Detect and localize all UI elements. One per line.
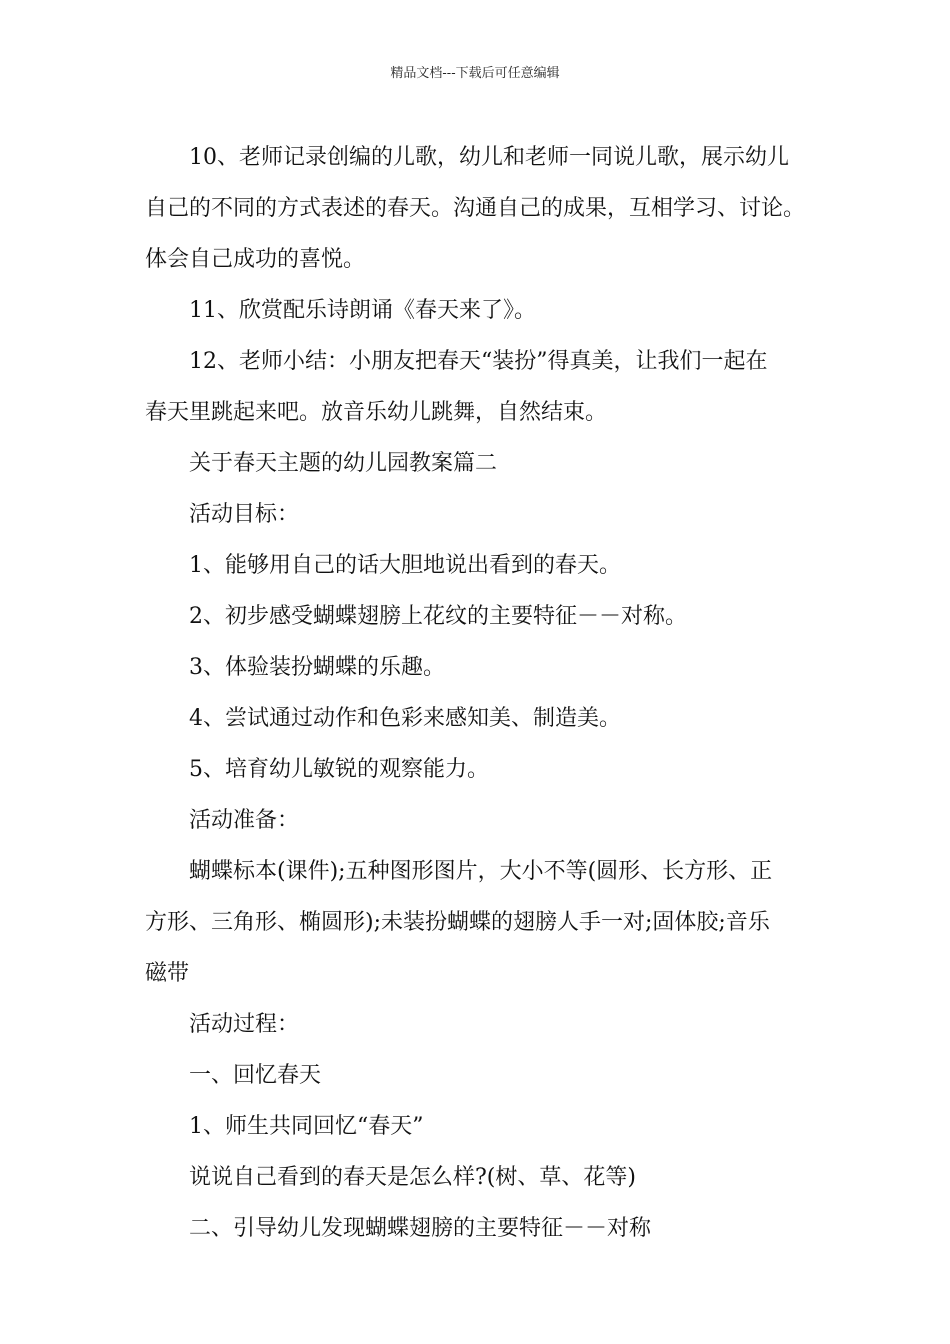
paragraph-line: 11、欣赏配乐诗朗诵《春天来了》。 (189, 298, 536, 323)
list-item: 1、师生共同回忆“春天” (189, 1114, 424, 1139)
paragraph-line: 12、老师小结：小朋友把春天“装扮”得真美，让我们一起在 (189, 349, 768, 374)
document-body (145, 132, 815, 1254)
list-item: 4、尝试通过动作和色彩来感知美、制造美。 (189, 706, 621, 731)
paragraph-line: 自己的不同的方式表述的春天。沟通自己的成果，互相学习、讨论。 (145, 196, 806, 221)
paragraph-line: 蝴蝶标本(课件);五种图形图片，大小不等(圆形、长方形、正 (189, 859, 773, 884)
subsection-heading: 活动准备： (189, 808, 300, 833)
subsection-heading: 二、引导幼儿发现蝴蝶翅膀的主要特征－－对称 (189, 1216, 652, 1241)
section-title: 关于春天主题的幼儿园教案篇二 (189, 451, 498, 476)
paragraph-line: 体会自己成功的喜悦。 (145, 247, 366, 272)
paragraph-line: 10、老师记录创编的儿歌，幼儿和老师一同说儿歌，展示幼儿 (189, 145, 789, 170)
subsection-heading: 活动目标： (189, 502, 300, 527)
list-item: 1、能够用自己的话大胆地说出看到的春天。 (189, 553, 621, 578)
list-item: 2、初步感受蝴蝶翅膀上花纹的主要特征－－对称。 (189, 604, 687, 629)
list-item: 3、体验装扮蝴蝶的乐趣。 (189, 655, 445, 680)
list-item: 5、培育幼儿敏锐的观察能力。 (189, 757, 489, 782)
paragraph-line: 磁带 (145, 961, 190, 986)
paragraph-line: 方形、三角形、椭圆形);未装扮蝴蝶的翅膀人手一对;固体胶;音乐 (145, 910, 770, 935)
paragraph-line: 春天里跳起来吧。放音乐幼儿跳舞，自然结束。 (145, 400, 608, 425)
subsection-heading: 活动过程： (189, 1012, 300, 1037)
page-header: 精品文档---下载后可任意编辑 (390, 66, 560, 81)
subsection-heading: 一、回忆春天 (189, 1063, 322, 1088)
paragraph-line: 说说自己看到的春天是怎么样?(树、草、花等) (189, 1165, 636, 1190)
